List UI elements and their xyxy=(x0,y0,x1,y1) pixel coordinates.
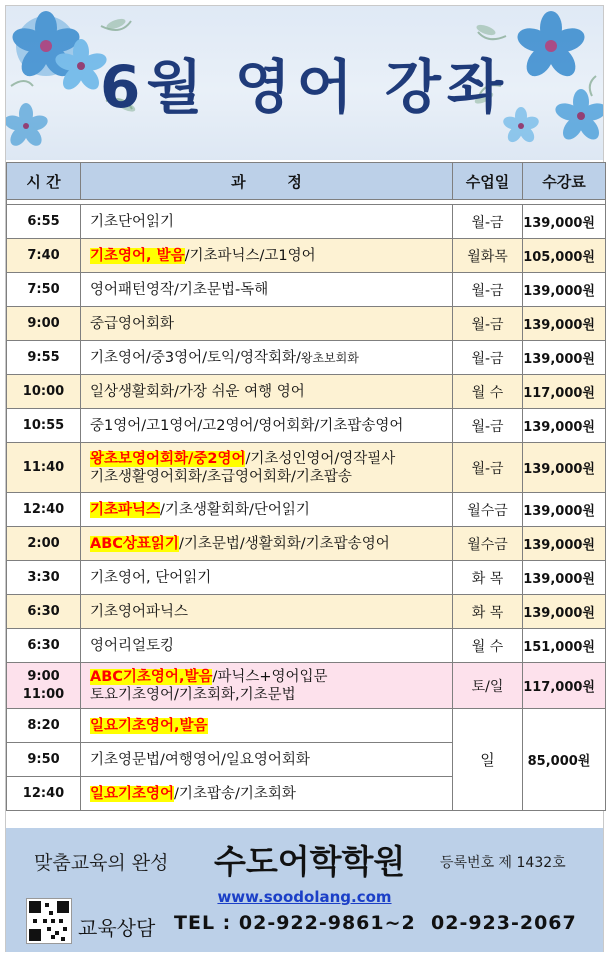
course-cell xyxy=(81,777,453,811)
time-cell: 6:30 xyxy=(7,629,81,663)
days-cell: 월 수 xyxy=(453,629,523,663)
course-text: /파닉스+영어입문 xyxy=(212,668,328,685)
course-cell xyxy=(81,341,453,375)
time-cell: 9:00 xyxy=(7,307,81,341)
fee-cell: 139,000원 xyxy=(523,561,606,595)
fee-cell: 85,000원 xyxy=(523,709,606,811)
course-cell xyxy=(81,273,453,307)
table-row xyxy=(7,443,606,493)
course-text: 일상생활회화/가장 쉬운 여행 영어 xyxy=(90,383,305,400)
highlighted-course-text: 일요기초영어,발음 xyxy=(90,717,208,734)
column-header-time: 시 간 xyxy=(7,163,81,200)
course-text: 기초영문법/여행영어/일요영어회화 xyxy=(90,751,310,768)
course-text: 왕초보회화 xyxy=(300,350,359,365)
table-row xyxy=(7,273,606,307)
fee-cell: 139,000원 xyxy=(523,409,606,443)
time-cell: 8:20 xyxy=(7,709,81,743)
academy-name: 수도어학학원 xyxy=(214,842,406,881)
course-cell xyxy=(81,561,453,595)
fee-cell: 151,000원 xyxy=(523,629,606,663)
table-row xyxy=(7,493,606,527)
time-cell: 12:40 xyxy=(7,493,81,527)
table-header-row xyxy=(7,163,606,200)
course-text: /기초성인영어/영작필사 xyxy=(245,450,396,467)
course-text: 영어패턴영작/기초문법-독해 xyxy=(90,281,269,298)
course-text: 기초단어읽기 xyxy=(90,213,175,230)
time-cell: 6:55 xyxy=(7,205,81,239)
days-cell: 월-금 xyxy=(453,341,523,375)
course-text: 기초영어/중3영어/토익/영작회화/ xyxy=(90,349,301,366)
contact-phone: TEL : 02-922-9861~2 02-923-2067 xyxy=(174,912,577,934)
table-row xyxy=(7,205,606,239)
fee-cell: 105,000원 xyxy=(523,239,606,273)
course-cell xyxy=(81,743,453,777)
days-cell: 월-금 xyxy=(453,409,523,443)
highlighted-course-text: 왕초보영어회화/중2영어 xyxy=(90,450,246,467)
time-cell: 2:00 xyxy=(7,527,81,561)
highlighted-course-text: ABC상표읽기 xyxy=(90,535,179,552)
qr-code-icon xyxy=(26,898,72,944)
course-text: 기초영어, 단어읽기 xyxy=(90,569,212,586)
course-cell xyxy=(81,443,453,493)
course-text: 중급영어회화 xyxy=(90,315,175,332)
fee-cell: 139,000원 xyxy=(523,527,606,561)
time-cell: 6:30 xyxy=(7,595,81,629)
time-cell: 3:30 xyxy=(7,561,81,595)
days-cell: 월 수 xyxy=(453,375,523,409)
schedule-table xyxy=(6,162,606,811)
table-row xyxy=(7,629,606,663)
table-row xyxy=(7,375,606,409)
highlighted-course-text: 일요기초영어 xyxy=(90,785,175,802)
fee-cell: 139,000원 xyxy=(523,273,606,307)
table-row xyxy=(7,709,606,743)
fee-cell: 139,000원 xyxy=(523,493,606,527)
course-text: 중1영어/고1영어/고2영어/영어회화/기초팝송영어 xyxy=(90,417,404,434)
contact-label: 교육상담 xyxy=(78,916,156,940)
table-row xyxy=(7,561,606,595)
course-text: 기초생활영어회화/초급영어회화/기초팝송 xyxy=(90,468,352,485)
days-cell: 월-금 xyxy=(453,443,523,493)
course-cell xyxy=(81,493,453,527)
course-cell xyxy=(81,663,453,709)
course-text: 영어리얼토킹 xyxy=(90,637,175,654)
fee-cell: 139,000원 xyxy=(523,307,606,341)
registration-number: 등록번호 제 1432호 xyxy=(440,855,566,871)
website-link[interactable]: www.soodolang.com xyxy=(217,888,392,906)
time-cell: 10:00 xyxy=(7,375,81,409)
footer-banner xyxy=(6,828,603,952)
time-cell: 9:55 xyxy=(7,341,81,375)
days-cell: 월-금 xyxy=(453,307,523,341)
table-row xyxy=(7,307,606,341)
days-cell: 화 목 xyxy=(453,561,523,595)
days-cell: 월-금 xyxy=(453,205,523,239)
course-text: /기초파닉스/고1영어 xyxy=(184,247,316,264)
course-cell xyxy=(81,709,453,743)
course-cell xyxy=(81,205,453,239)
column-header-fee: 수강료 xyxy=(523,163,606,200)
course-cell xyxy=(81,375,453,409)
table-row xyxy=(7,527,606,561)
table-row xyxy=(7,663,606,709)
days-cell: 화 목 xyxy=(453,595,523,629)
fee-cell: 117,000원 xyxy=(523,375,606,409)
time-cell: 9:50 xyxy=(7,743,81,777)
fee-cell: 117,000원 xyxy=(523,663,606,709)
highlighted-course-text: ABC기초영어,발음 xyxy=(90,668,213,685)
table-row xyxy=(7,341,606,375)
time-cell: 12:40 xyxy=(7,777,81,811)
highlighted-course-text: 기초영어, 발음 xyxy=(90,247,185,264)
course-cell xyxy=(81,629,453,663)
schedule-body xyxy=(7,200,606,811)
time-cell: 7:40 xyxy=(7,239,81,273)
column-header-course: 과 정 xyxy=(81,163,453,200)
course-cell xyxy=(81,307,453,341)
time-cell: 10:55 xyxy=(7,409,81,443)
time-cell: 11:40 xyxy=(7,443,81,493)
course-cell xyxy=(81,595,453,629)
days-cell: 월-금 xyxy=(453,273,523,307)
days-cell: 월수금 xyxy=(453,527,523,561)
time-cell: 9:00 11:00 xyxy=(7,663,81,709)
course-text: 토요기초영어/기초회화,기초문법 xyxy=(90,686,296,703)
days-cell: 일 xyxy=(453,709,523,811)
course-text: /기초팝송/기초회화 xyxy=(174,785,296,802)
slogan-text: 맞춤교육의 완성 xyxy=(34,852,169,874)
course-cell xyxy=(81,409,453,443)
table-row xyxy=(7,239,606,273)
course-text: 기초영어파닉스 xyxy=(90,603,189,620)
fee-cell: 139,000원 xyxy=(523,595,606,629)
days-cell: 월수금 xyxy=(453,493,523,527)
course-cell xyxy=(81,239,453,273)
table-row xyxy=(7,595,606,629)
highlighted-course-text: 기초파닉스 xyxy=(90,501,161,518)
fee-cell: 139,000원 xyxy=(523,341,606,375)
course-text: /기초생활회화/단어읽기 xyxy=(160,501,310,518)
course-text: /기초문법/생활회화/기초팝송영어 xyxy=(178,535,390,552)
time-cell: 7:50 xyxy=(7,273,81,307)
days-cell: 토/일 xyxy=(453,663,523,709)
page-title: 6월 영어 강좌 xyxy=(100,53,509,121)
fee-cell: 139,000원 xyxy=(523,205,606,239)
days-cell: 월화목 xyxy=(453,239,523,273)
fee-cell: 139,000원 xyxy=(523,443,606,493)
column-header-days: 수업일 xyxy=(453,163,523,200)
course-cell xyxy=(81,527,453,561)
header-banner xyxy=(6,6,603,160)
table-row xyxy=(7,409,606,443)
